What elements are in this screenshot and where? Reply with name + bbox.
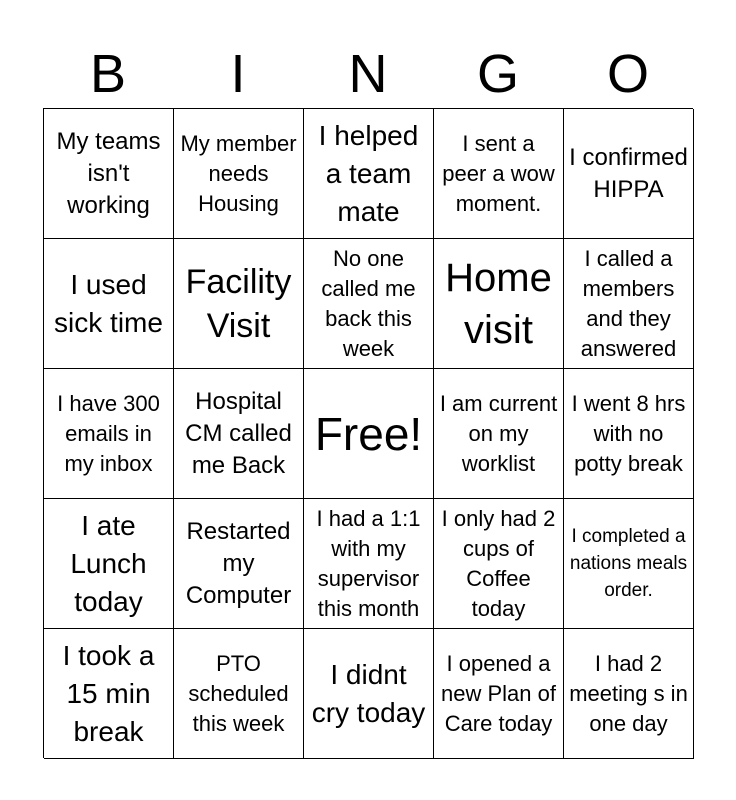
bingo-cell-r4-c3[interactable] <box>434 629 564 759</box>
header-letter-n: N <box>348 44 388 104</box>
bingo-cell-r3-c1[interactable] <box>174 499 304 629</box>
cell-text: I only had 2 cups of Coffee today <box>441 505 556 621</box>
header-letter-o: O <box>606 44 649 104</box>
bingo-cell-r2-c4[interactable] <box>564 369 694 499</box>
bingo-cell-r0-c2[interactable] <box>304 109 434 239</box>
cell-text: No one called me back this week <box>321 245 416 361</box>
bingo-cell-r1-c2[interactable] <box>304 239 434 369</box>
cell-text: I opened a new Plan of Care today <box>441 650 556 736</box>
header-letter-g: G <box>476 44 519 104</box>
bingo-cell-r1-c1[interactable] <box>174 239 304 369</box>
bingo-cell-r3-c4[interactable] <box>564 499 694 629</box>
bingo-grid <box>43 108 693 758</box>
cell-text: I had a 1:1 with my supervisor this month <box>316 505 421 621</box>
cell-text: I completed a nations meals order. <box>569 526 688 601</box>
bingo-cell-r1-c0[interactable] <box>44 239 174 369</box>
cell-text: PTO scheduled this week <box>188 650 289 736</box>
bingo-cell-r3-c3[interactable] <box>434 499 564 629</box>
bingo-header <box>43 40 693 108</box>
cell-text: Hospital CM called me Back <box>185 387 292 479</box>
cell-text: Facility Visit <box>185 262 292 345</box>
cell-text: I helped a team mate <box>318 119 419 227</box>
cell-text: I called a members and they answered <box>580 245 677 361</box>
bingo-cell-r0-c4[interactable] <box>564 109 694 239</box>
cell-text: I confirmed HIPPA <box>569 143 688 203</box>
bingo-cell-r4-c2[interactable] <box>304 629 434 759</box>
header-letter-b: B <box>89 44 127 104</box>
header-letter-i: I <box>230 44 246 104</box>
bingo-cell-r2-c2-free[interactable] <box>304 369 434 499</box>
bingo-cell-r2-c0[interactable] <box>44 369 174 499</box>
bingo-cell-r4-c1[interactable] <box>174 629 304 759</box>
cell-text: I ate Lunch today <box>70 509 147 617</box>
cell-text: Restarted my Computer <box>185 517 292 609</box>
bingo-cell-r4-c4[interactable] <box>564 629 694 759</box>
free-space-text: Free! <box>314 407 423 460</box>
bingo-cell-r2-c1[interactable] <box>174 369 304 499</box>
bingo-cell-r0-c1[interactable] <box>174 109 304 239</box>
cell-text: I went 8 hrs with no potty break <box>571 390 686 476</box>
cell-text: I had 2 meeting s in one day <box>569 650 688 736</box>
bingo-cell-r2-c3[interactable] <box>434 369 564 499</box>
cell-text: Home visit <box>445 255 552 352</box>
cell-text: My member needs Housing <box>180 130 297 216</box>
bingo-cell-r0-c0[interactable] <box>44 109 174 239</box>
cell-text: I sent a peer a wow moment. <box>442 130 555 216</box>
bingo-cell-r4-c0[interactable] <box>44 629 174 759</box>
bingo-cell-r3-c2[interactable] <box>304 499 434 629</box>
bingo-cell-r0-c3[interactable] <box>434 109 564 239</box>
cell-text: I have 300 emails in my inbox <box>57 390 160 476</box>
cell-text: I am current on my worklist <box>439 390 558 476</box>
cell-text: I didnt cry today <box>311 658 426 728</box>
bingo-cell-r1-c3[interactable] <box>434 239 564 369</box>
cell-text: I used sick time <box>54 268 163 338</box>
bingo-cell-r1-c4[interactable] <box>564 239 694 369</box>
cell-text: My teams isn't working <box>56 127 161 219</box>
cell-text: I took a 15 min break <box>62 639 155 747</box>
bingo-cell-r3-c0[interactable] <box>44 499 174 629</box>
